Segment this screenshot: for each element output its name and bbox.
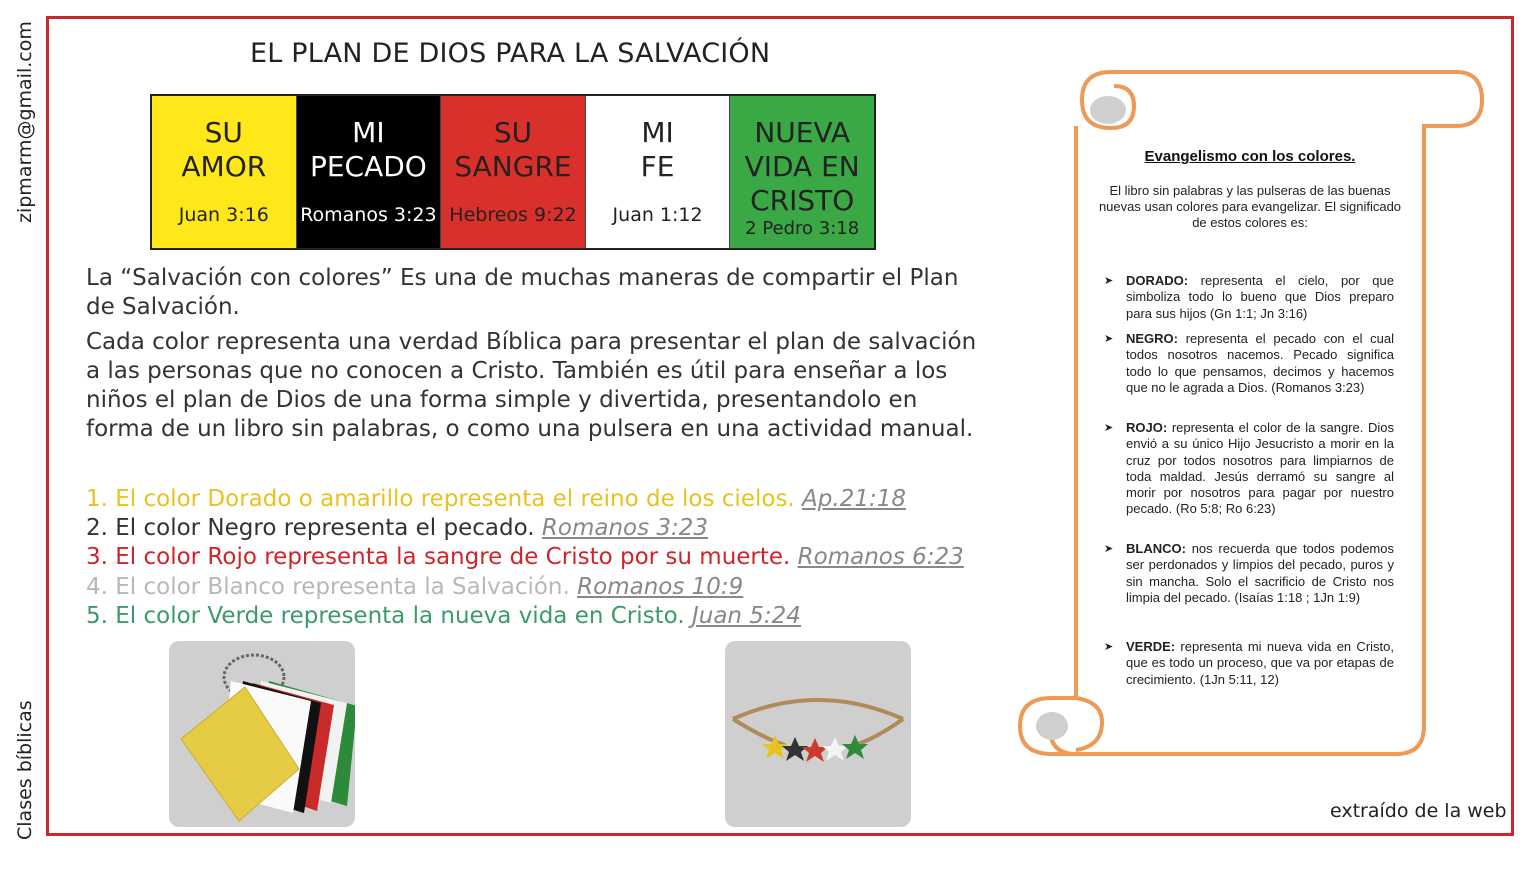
color-cell-white (586, 96, 731, 248)
cell-line2: VIDA EN (744, 150, 860, 183)
scroll-item-red (1104, 420, 1394, 518)
scroll-item-label: DORADO: (1126, 273, 1189, 288)
cell-line1: SU (204, 116, 243, 149)
scroll-item-white (1104, 541, 1394, 606)
arrow-bullet-icon: ➤ (1104, 641, 1114, 653)
cell-ref: Juan 1:12 (612, 204, 703, 226)
cell-line3: CRISTO (750, 184, 855, 217)
list-item-gold (86, 485, 906, 514)
cell-line1: NUEVA (754, 116, 850, 149)
list-item-text: 5. El color Verde representa la nueva vida en Cristo. (86, 603, 685, 629)
scroll-title: Evangelismo con los colores. (1144, 148, 1356, 165)
list-item-ref: Romanos 10:9 (577, 574, 744, 600)
list-item-text: 3. El color Rojo representa la sangre de Cristo por su muerte. (86, 544, 791, 570)
scroll-item-text: representa el cielo, por que simboliza todo lo bueno que Dios preparo para sus hijos (Gn 1:1; Jn 3:16) (1126, 273, 1394, 321)
color-cell-gold (152, 96, 297, 248)
list-item-text: 2. El color Negro representa el pecado. (86, 515, 535, 541)
list-item-text: 1. El color Dorado o amarillo representa el reino de los cielos. (86, 486, 795, 512)
cell-line1: MI (352, 116, 385, 149)
list-item-ref: Juan 5:24 (691, 603, 801, 629)
scroll-intro: El libro sin palabras y las pulseras de las buenas nuevas usan colores para evangelizar. El significado de estos colores es: (1098, 183, 1402, 230)
scroll-item-label: BLANCO: (1126, 541, 1186, 556)
cell-ref: 2 Pedro 3:18 (745, 218, 860, 239)
cell-ref: Hebreos 9:22 (449, 204, 577, 226)
cell-line1: SU (493, 116, 533, 149)
intro-paragraph-2: Cada color representa una verdad Bíblica para presentar el plan de salvación a las personas que no conocen a Cristo. También es útil para enseñar a los niños el plan de Dios de una forma simple y divertida, presentandolo en forma de un libro sin palabras, o como una pulsera en una actividad manual. (86, 329, 977, 442)
list-item-ref: Romanos 3:23 (541, 515, 709, 541)
scroll-item-gold (1104, 273, 1394, 322)
page-title: EL PLAN DE DIOS PARA LA SALVACIÓN (250, 38, 771, 69)
arrow-bullet-icon: ➤ (1104, 422, 1114, 434)
cell-line2: PECADO (309, 150, 427, 183)
cell-line2: SANGRE (454, 150, 572, 183)
color-cell-red (441, 96, 586, 248)
arrow-bullet-icon: ➤ (1104, 543, 1114, 555)
cell-line2: AMOR (181, 150, 267, 183)
list-item-green (86, 602, 801, 631)
scroll-item-green (1104, 639, 1394, 688)
color-cell-green (730, 96, 874, 248)
scroll-item-label: ROJO: (1126, 420, 1168, 435)
arrow-bullet-icon: ➤ (1104, 333, 1114, 345)
scroll-item-label: VERDE: (1126, 639, 1176, 654)
wordless-book-icon (169, 641, 355, 827)
scroll-item-text: nos recuerda que todos podemos ser perdonados y limpios del pecado, puros y sin mancha. Solo el sacrificio de Cristo nos limpia del pecado. (Isaías 1:18 ; 1Jn 1:9) (1126, 541, 1394, 605)
cell-line2: FE (640, 150, 675, 183)
list-item-white (86, 573, 743, 602)
arrow-bullet-icon: ➤ (1104, 275, 1114, 287)
side-email: zipmarm@gmail.com (14, 21, 36, 224)
list-item-text: 4. El color Blanco representa la Salvación. (86, 574, 570, 600)
cell-line1: MI (641, 116, 674, 149)
star-bracelet-icon (725, 641, 911, 827)
cell-ref: Juan 3:16 (178, 204, 269, 226)
list-item-ref: Romanos 6:23 (797, 544, 964, 570)
scroll-item-text: representa mi nueva vida en Cristo, que es todo un proceso, que va por etapas de crecimiento. (1Jn 5:11, 12) (1126, 639, 1394, 687)
intro-paragraph-1: La “Salvación con colores” Es una de muchas maneras de compartir el Plan de Salvación. (86, 265, 959, 320)
scroll-item-text: representa el color de la sangre. Dios envió a su único Hijo Jesucristo a morir en la cruz por todos nosotros para limpiarnos de toda maldad. Jesús derramó su sangre al morir por nosotros para pagar por nuestro pecado. (Ro 5:8; Ro 6:23) (1126, 420, 1394, 517)
scroll-item-black (1104, 331, 1394, 396)
list-item-black (86, 514, 708, 543)
scroll-item-text: representa el pecado con el cual todos nosotros nacemos. Pecado significa todo lo que pensamos, decimos y hacemos que no le agrada a Dios. (Romanos 3:23) (1126, 331, 1394, 395)
cell-ref: Romanos 3:23 (300, 204, 437, 226)
scroll-item-label: NEGRO: (1126, 331, 1178, 346)
list-item-ref: Ap.21:18 (802, 486, 906, 512)
color-cell-black (297, 96, 442, 248)
source-note: extraído de la web (1330, 800, 1507, 822)
list-item-red (86, 543, 964, 572)
color-bar (150, 94, 876, 250)
side-brand: Clases bíblicas (14, 700, 36, 840)
